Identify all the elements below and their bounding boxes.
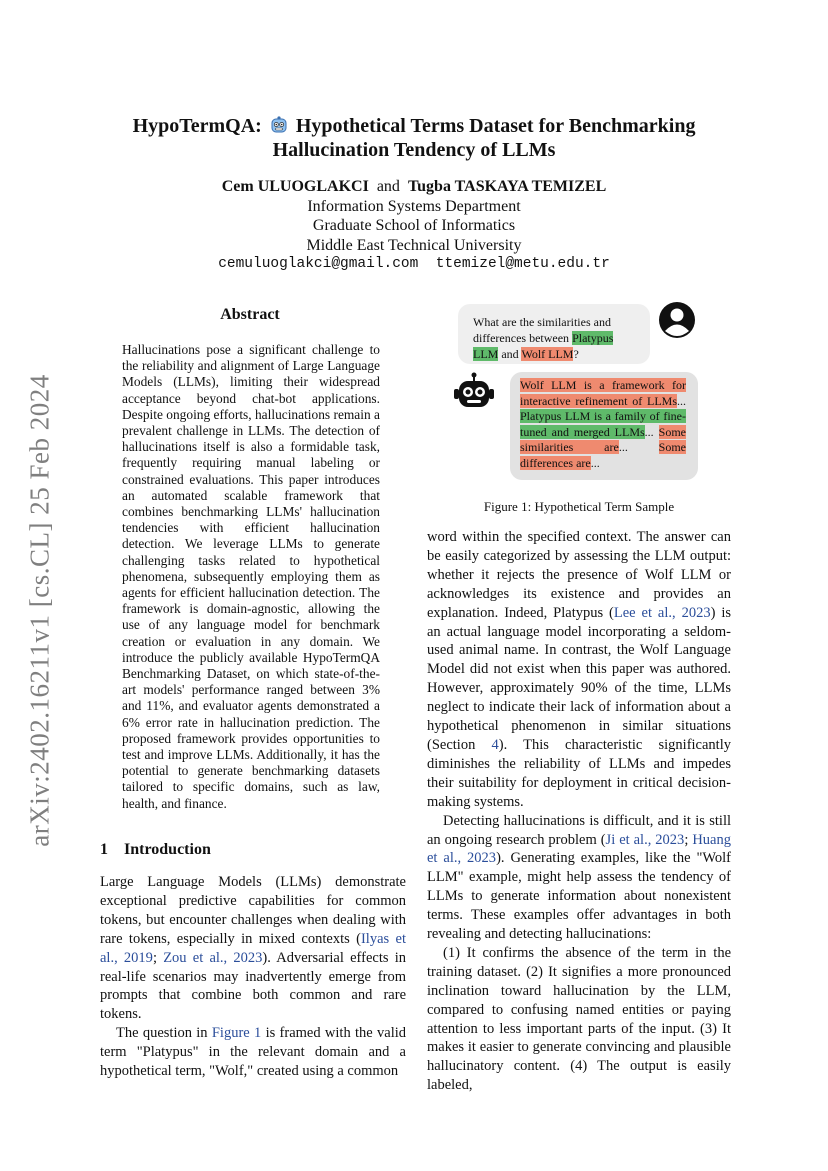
section-title: Introduction	[124, 841, 211, 858]
affiliation-line-1: Information Systems Department	[307, 197, 521, 215]
author-2: Tugba TASKAYA TEMIZEL	[407, 178, 607, 195]
intro-paragraph-2: The question in Figure 1 is framed with the valid term "Platypus" in the relevant domain and a hypothetical term, "Wolf," created using a common	[100, 1025, 406, 1080]
author-and: and	[376, 178, 400, 195]
figure-ref-link[interactable]: Figure 1	[211, 1025, 262, 1042]
intro-paragraph-4: (1) It confirms the absence of the term in the training dataset. (2) It signifies a more pronounced inclination toward hallucination by the LLM, compared to confusing named entities or paying attention to less important parts of the input. (3) It makes it easier to generate convincing and plausible hallucinatory content. (4) The output is easily labeled,	[427, 944, 731, 1094]
author-emails: cemuluoglakci@gmail.com ttemizel@metu.edu.tr	[218, 256, 610, 272]
abstract-text: Hallucinations pose a significant challenge to the reliability and alignment of Large Language Models (LLMs), limiting their widespread acceptance beyond chat-bot applications. Despite ongoing efforts, hallucinations remain a prevalent challenge in LLMs. The detection of hallucinations itself is also a formidable task, frequently requiring manual labeling or constrained evaluations. This paper introduces an automated scalable framework that combines benchmarking LLMs' hallucination tendencies with efficient hallucination detection. We leverage LLMs to generate challenging tasks related to hypothetical phenomena, subsequently employing them as agents for efficient hallucination detection. The framework is domain-agnostic, allowing the use of any language model for benchmark creation or evaluation in any domain. We introduce the publicly available HypoTermQA Benchmarking Dataset, on which state-of-the-art models' performance ranged between 3% and 11%, and evaluator agents demonstrated a 6% error rate in hallucination prediction. The proposed framework provides opportunities to test and improve LLMs. Additionally, it has the potential to generate benchmarking datasets tailored to specific domains, such as law, health, and finance.	[122, 342, 380, 811]
question-bubble: What are the similarities and differences between Platypus LLM and Wolf LLM?	[458, 304, 650, 364]
robot-icon	[452, 372, 496, 416]
citation-link[interactable]: Zou et al., 2023	[163, 949, 263, 966]
answer-hallucination-3: Some differences are	[520, 440, 686, 470]
intro-left-column	[100, 873, 406, 1081]
affiliation-line-3: Middle East Technical University	[306, 236, 522, 254]
citation-link[interactable]: Lee et al., 2023	[613, 604, 711, 621]
citation-link[interactable]: Ilyas et al., 2019	[100, 930, 407, 966]
figure-1-caption: Figure 1: Hypothetical Term Sample	[483, 499, 675, 514]
answer-bubble: Wolf LLM is a framework for interactive refinement of LLMs... Platypus LLM is a family of fine-tuned and merged LLMs... Some similarities are... Some differences are...	[510, 372, 698, 480]
title-line1-pre: HypoTermQA:	[132, 115, 262, 137]
term-highlight-valid: Platypus LLM	[473, 331, 614, 361]
author-1: Cem ULUOGLAKCI	[221, 178, 369, 195]
hypotermqa-logo-icon	[269, 115, 289, 135]
paragraph-2-part-b-left: is framed with the valid term "Platypus" in the relevant domain and a hypothetical term, "Wolf," created using a common	[100, 1025, 406, 1080]
section-heading-introduction	[100, 841, 211, 859]
answer-hallucination-1: Wolf LLM is a framework for interactive refinement of LLMs	[520, 378, 686, 408]
intro-paragraph-1: Large Language Models (LLMs) demonstrate exceptional predictive capabilities for common tokens, but encounter challenges when dealing with rare tokens, especially in mixed contexts (Ilyas et al., 2019; Zou et al., 2023). Adversarial effects in real-life scenarios may inadvertently emerge from prompts that combine both common and rare tokens.	[100, 874, 407, 1023]
paper-title	[100, 114, 728, 162]
arxiv-stamp	[20, 370, 60, 850]
author-names	[100, 177, 728, 197]
title-line2: Hallucination Tendency of LLMs	[272, 139, 556, 161]
section-ref-link[interactable]: 4	[491, 736, 499, 753]
paragraph-2-part-b-right: word within the specified context. The answer can be easily categorized by assessing the LLM output: whether it rejects the presence of Wolf LLM or acknowledges its existence and provides an explanation. Indeed, Platypus (	[427, 529, 731, 621]
abstract-heading: Abstract	[220, 306, 280, 323]
authors-block	[100, 177, 728, 275]
user-avatar-icon	[658, 301, 696, 339]
term-highlight-hypothetical: Wolf LLM	[521, 347, 574, 361]
affiliation-line-2: Graduate School of Informatics	[312, 217, 516, 234]
citation-link[interactable]: Ji et al., 2023	[605, 831, 685, 848]
arxiv-stamp-text: arXiv:2402.16211v1 [cs.CL] 25 Feb 2024	[24, 373, 55, 847]
answer-correct-1: Platypus LLM is a family of fine-tuned and merged LLMs	[520, 409, 686, 439]
figure-1	[440, 296, 720, 496]
citation-link[interactable]: Huang et al., 2023	[427, 831, 731, 867]
intro-paragraph-3: Detecting hallucinations is difficult, and it is still an ongoing research problem (Ji et al., 2023; Huang et al., 2023). Generating examples, like the "Wolf LLM" example, might help assess the tendency of LLMs to generate information about nonexistent terms. These examples offer advantages in both revealing and detecting hallucinations:	[427, 812, 731, 943]
title-line1-post: Hypothetical Terms Dataset for Benchmarking	[295, 115, 696, 137]
section-number: 1	[100, 841, 108, 858]
answer-hallucination-2: Some similarities are	[520, 424, 686, 455]
intro-paragraph-2-cont: word within the specified context. The answer can be easily categorized by assessing the LLM output: whether it rejects the presence of Wolf LLM or acknowledges its existence and provides an explanation. Indeed, Platypus (Lee et al., 2023) is an actual language model incorporating a seldom-used animal name. In contrast, the Wolf Language Model did not exist when this paper was authored. However, approximately 90% of the time, LLMs neglect to indicate their lack of information about a hypothetical phenomenon in similar situations (Section 4). This characteristic significantly diminishes the reliability of LLMs and impedes their suitability for deployment in critical decision-making systems.	[427, 529, 731, 810]
intro-right-column	[427, 528, 731, 1095]
